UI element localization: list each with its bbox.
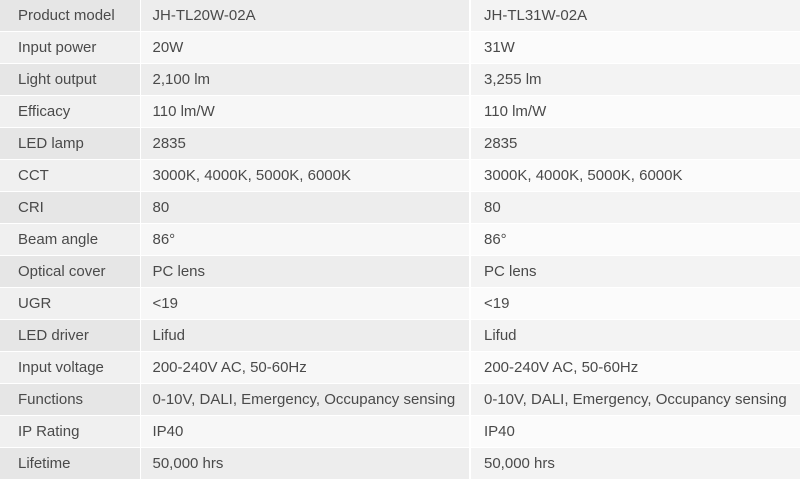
spec-row-product-model xyxy=(0,0,800,32)
spec-value-model-b: 3000K, 4000K, 5000K, 6000K xyxy=(470,160,800,192)
spec-row-input-power xyxy=(0,32,800,64)
spec-value-model-b: 86° xyxy=(470,224,800,256)
spec-label: UGR xyxy=(0,288,140,320)
spec-value-model-b: 3,255 lm xyxy=(470,64,800,96)
spec-value-model-b: 80 xyxy=(470,192,800,224)
spec-label: IP Rating xyxy=(0,416,140,448)
spec-value-model-a: IP40 xyxy=(140,416,470,448)
spec-row-light-output xyxy=(0,64,800,96)
spec-row-led-driver xyxy=(0,320,800,352)
spec-value-model-b: <19 xyxy=(470,288,800,320)
spec-value-model-b: 200-240V AC, 50-60Hz xyxy=(470,352,800,384)
spec-value-model-a: 86° xyxy=(140,224,470,256)
spec-row-ip-rating xyxy=(0,416,800,448)
spec-label: Efficacy xyxy=(0,96,140,128)
spec-row-ugr xyxy=(0,288,800,320)
spec-value-model-b: 2835 xyxy=(470,128,800,160)
spec-row-lifetime xyxy=(0,448,800,480)
spec-value-model-b: 0-10V, DALI, Emergency, Occupancy sensing xyxy=(470,384,800,416)
spec-value-model-a: Lifud xyxy=(140,320,470,352)
spec-value-model-b: 110 lm/W xyxy=(470,96,800,128)
spec-value-model-b: 31W xyxy=(470,32,800,64)
spec-value-model-a: 50,000 hrs xyxy=(140,448,470,480)
spec-label: Light output xyxy=(0,64,140,96)
spec-value-model-b: PC lens xyxy=(470,256,800,288)
spec-row-efficacy xyxy=(0,96,800,128)
spec-value-model-a: 80 xyxy=(140,192,470,224)
spec-value-model-a: 20W xyxy=(140,32,470,64)
spec-value-model-b: IP40 xyxy=(470,416,800,448)
spec-label: CCT xyxy=(0,160,140,192)
spec-label: Input voltage xyxy=(0,352,140,384)
spec-label: LED driver xyxy=(0,320,140,352)
spec-label: LED lamp xyxy=(0,128,140,160)
spec-value-model-a: PC lens xyxy=(140,256,470,288)
spec-row-cri xyxy=(0,192,800,224)
spec-value-model-a: 110 lm/W xyxy=(140,96,470,128)
spec-value-model-a: <19 xyxy=(140,288,470,320)
spec-value-model-b: 50,000 hrs xyxy=(470,448,800,480)
spec-value-model-a: 3000K, 4000K, 5000K, 6000K xyxy=(140,160,470,192)
spec-label: Functions xyxy=(0,384,140,416)
spec-value-model-a: 200-240V AC, 50-60Hz xyxy=(140,352,470,384)
spec-label: CRI xyxy=(0,192,140,224)
spec-row-optical-cover xyxy=(0,256,800,288)
spec-row-led-lamp xyxy=(0,128,800,160)
spec-row-cct xyxy=(0,160,800,192)
spec-value-model-a: 0-10V, DALI, Emergency, Occupancy sensing xyxy=(140,384,470,416)
spec-label: Product model xyxy=(0,0,140,32)
spec-value-model-a: 2,100 lm xyxy=(140,64,470,96)
spec-label: Input power xyxy=(0,32,140,64)
spec-value-model-a: 2835 xyxy=(140,128,470,160)
spec-value-model-b: Lifud xyxy=(470,320,800,352)
spec-value-model-a: JH-TL20W-02A xyxy=(140,0,470,32)
spec-label: Beam angle xyxy=(0,224,140,256)
spec-label: Lifetime xyxy=(0,448,140,480)
spec-row-beam-angle xyxy=(0,224,800,256)
spec-row-functions xyxy=(0,384,800,416)
spec-label: Optical cover xyxy=(0,256,140,288)
spec-value-model-b: JH-TL31W-02A xyxy=(470,0,800,32)
spec-row-input-voltage xyxy=(0,352,800,384)
